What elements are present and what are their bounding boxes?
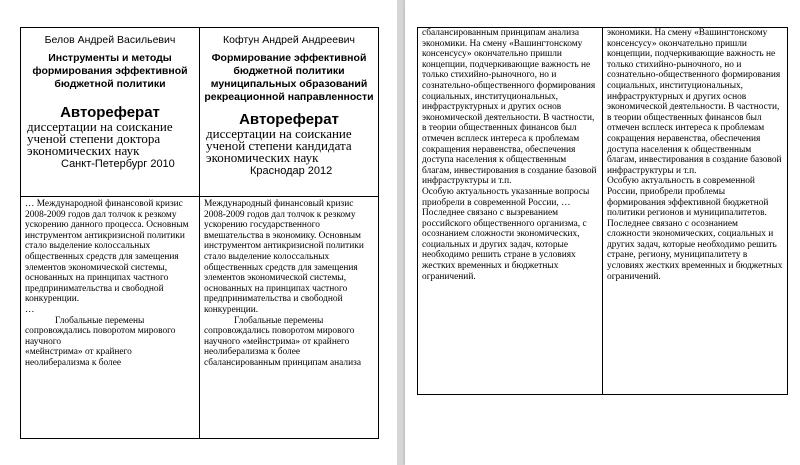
abstract-heading: Автореферат [60,104,160,121]
page-gap [397,0,405,465]
paragraph: Особую актуальность указанные вопросы приобрели в современной России, … [422,186,590,208]
dissertation-title: Инструменты и методы формирования эффективной бюджетной политики [32,52,188,90]
abstract-heading: Автореферат [239,111,339,128]
city-year: Санкт-Петербург 2010 [61,158,175,170]
paragraph: «мейнстрима» от крайнего неолиберализма к более [25,347,132,368]
body-cell-belov [21,197,200,439]
comparison-table-right [417,27,788,395]
paragraph: Последнее связано с вызреванием российского общественного организма, с осознанием сложности экономических, социальных и других задач, которые необходимо решить стране в условиях жестких временных и бюджетных ограничений. [422,208,587,282]
paragraph: Международный финансовый кризис 2008-2009 годов дал толчок к резкому ускорению государственного вмешательства в экономику. Основным инструментом антикризисной политики стало выделение колоссальных общественных средств для замещения элементов экономической системы, основанных на принципах частного предпринимательства и свободной конкуренции. [204,199,364,315]
author-name: Белов Андрей Васильевич [44,34,176,46]
body-text [603,28,787,282]
body-cell-koftun [200,197,379,439]
continuation-cell-belov [418,28,603,395]
paragraph: Особую актуальность в современной России, приобрели проблемы формирования эффективной бюджетной политики регионов и муниципалитетов. Последнее связано с осознанием сложности экономических, социальных и других задач, которые необходимо решить стране, региону, муниципалитету в условиях жестких временных и бюджетных ограничений. [607,176,783,282]
paragraph: … Международной финансовой кризис 2008-2009 годов дал толчок к резкому ускорению данного процесса. Основным инструментом антикризисной политики стало выделение колоссальных общественных средств для замещения элементов экономической системы, основанных на принципах частного предпринимательства и свободной конкуренции. [25,199,189,305]
comparison-table-left [20,27,379,439]
degree-text: диссертации на соискание ученой степени кандидата экономических наук [206,126,352,165]
paragraph: экономики. На смену «Вашингтонскому консенсусу» окончательно пришли концепции, подчеркивающие важность не только стихийно-рыночного, но и сознательно-общественного формирования социальных, институциональных, инфраструктурных и других основ экономической деятельности. В частности, в теории общественных финансов был отмечен всплеск интереса к проблемам сокращения неравенства, обеспечения доступа населения к общественным благам, инвестирования в создание базовой инфраструктуры и т.п. [607,28,782,176]
right-page [405,0,800,465]
dissertation-title: Формирование эффективной бюджетной политики муниципальных образований рекреационной направленности [204,52,374,103]
paragraph: сбалансированным принципам анализа экономики. На смену «Вашингтонскому консенсусу» окончательно пришли концепции, подчеркивающие важность не только стихийно-рыночного, но и сознательно-общественного формирования социальных, институциональных, инфраструктурных и других основ экономической деятельности. В частности, в теории общественных финансов был отмечен всплеск интереса к проблемам сокращения неравенства, обеспечения доступа населения к общественным благам, инвестирования в создание базовой инфраструктуры и т.п. [422,28,597,187]
body-text [21,197,199,371]
left-page [0,0,397,465]
paragraph: Глобальные перемены сопровождались поворотом мирового научного [25,315,176,347]
city-year: Краснодар 2012 [250,165,333,177]
paragraph: Глобальные перемены сопровождались поворотом мирового научного «мейнстрима» от крайнего неолиберализма к более сбалансированным принципам анализа [204,315,361,368]
header-cell-koftun [200,28,379,197]
author-name: Кофтун Андрей Андреевич [222,34,355,46]
body-text [200,197,378,371]
continuation-cell-koftun [603,28,788,395]
paragraph: … [25,304,35,315]
body-text [418,28,602,282]
degree-text: диссертации на соискание ученой степени доктора экономических наук [27,119,173,158]
header-cell-belov [21,28,200,197]
